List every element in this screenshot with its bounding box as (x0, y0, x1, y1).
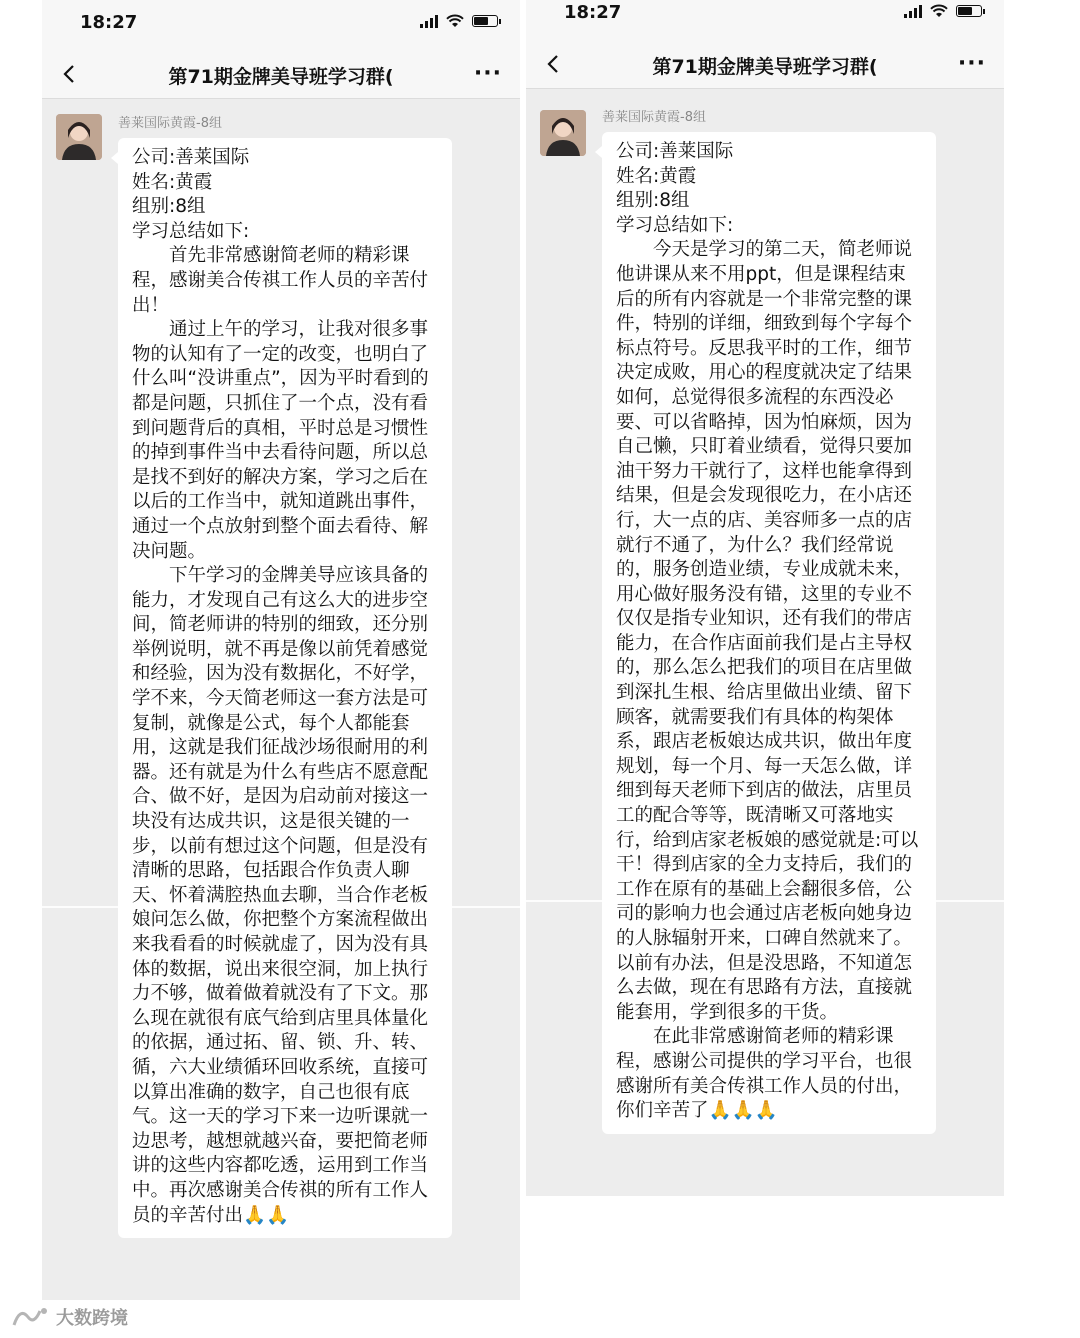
message-bubble[interactable] (602, 132, 936, 1134)
wifi-icon (446, 14, 464, 28)
avatar[interactable] (540, 110, 586, 156)
battery-icon (472, 15, 498, 27)
status-bar (526, 0, 1004, 42)
group-title: 第71期金牌美导班学习群( (168, 66, 394, 88)
watermark-logo-icon (10, 1305, 50, 1329)
chat-header (42, 52, 520, 99)
watermark (10, 1300, 128, 1334)
more-options-icon[interactable]: ··· (957, 51, 986, 76)
chat-header (526, 42, 1004, 89)
status-time: 18:27 (80, 12, 138, 33)
message-group: 组别:8组 (132, 196, 206, 218)
status-bar (42, 0, 520, 52)
screenshot-seam (526, 900, 1004, 902)
message-paragraph: 通过上午的学习，让我对很多事物的认知有了一定的改变，也明白了什么叫“没讲重点”，因为平时看到的都是问题，只抓住了一个点，没有看到问题背后的真相，平时总是习惯性的掉到事件当中去看待问题，所以总是找不到好的解决方案，学习之后在以后的工作当中，就知道跳出事件，通过一个点放射到整个面去看待、解决问题。 (132, 319, 429, 562)
message-summary-heading: 学习总结如下: (616, 214, 734, 236)
status-icons (420, 14, 498, 28)
message-company: 公司:善莱国际 (616, 141, 734, 162)
screenshot-seam (42, 906, 520, 908)
avatar[interactable] (56, 114, 102, 160)
chat-screen-right (526, 0, 1004, 1196)
watermark-text: 大数跨境 (56, 1308, 128, 1329)
signal-icon (904, 4, 922, 18)
message-summary-heading: 学习总结如下: (132, 220, 250, 242)
message-bubble[interactable] (118, 138, 452, 1238)
chat-screen-left (42, 0, 520, 1300)
status-icons (904, 4, 982, 18)
sender-name: 善莱国际黄霞-8组 (602, 110, 706, 125)
more-options-icon[interactable]: ··· (473, 61, 502, 86)
message-group: 组别:8组 (616, 190, 690, 212)
back-arrow-icon[interactable] (58, 62, 82, 86)
message-paragraph: 下午学习的金牌美导应该具备的能力，才发现自己有这么大的进步空间，简老师讲的特别的细致，还分别举例说明，就不再是像以前凭着感觉和经验，因为没有数据化，不好学，学不来，今天简老师这一套方法是可复制，就像是公式，每个人都能套用，这就是我们征战沙场很耐用的利器。还有就是为什么有些店不愿意配合、做不好，是因为启动前对接这一块没有达成共识，这是很关键的一步，以前有想过这个问题，但是没有清晰的思路，包括跟合作负责人聊天、怀着满腔热血去聊，当合作老板娘问怎么做，你把整个方案流程做出来我看看的时候就虚了，因为没有具体的数据，说出来很空洞，加上执行力不够，做着做着就没有了下文。那么现在就很有底气给到店里具体量化的依据，通过拓、留、锁、升、转、循，六大业绩循环回收系统，直接可以算出准确的数字，自己也很有底气。这一天的学习下来一边听课就一边思考，越想就越兴奋，要把简老师讲的这些内容都吃透，运用到工作当中。再次感谢美合传祺的所有工作人员的辛苦付出🙏🙏 (132, 565, 429, 1226)
message-paragraph: 首先非常感谢简老师的精彩课程，感谢美合传祺工作人员的辛苦付出！ (132, 245, 429, 316)
sender-name: 善莱国际黄霞-8组 (118, 116, 222, 131)
group-title: 第71期金牌美导班学习群( (652, 56, 878, 78)
signal-icon (420, 14, 438, 28)
status-time: 18:27 (564, 2, 622, 23)
wifi-icon (930, 4, 948, 18)
message-company: 公司:善莱国际 (132, 147, 250, 168)
message-name: 姓名:黄霞 (132, 171, 213, 193)
battery-icon (956, 5, 982, 17)
back-arrow-icon[interactable] (542, 52, 566, 76)
message-paragraph: 今天是学习的第二天，简老师说他讲课从来不用ppt，但是课程结束后的所有内容就是一个非常完整的课件，特别的详细，细致到每个字每个标点符号。反思我平时的工作，细节决定成败，用心的程度就决定了结果如何，总觉得很多流程的东西没必要、可以省略掉，因为怕麻烦，因为自己懒，只盯着业绩看，觉得只要加油干努力干就行了，这样也能拿得到结果，但是会发现很吃力，在小店还行，大一点的店、美容师多一点的店就行不通了，为什么？我们经常说的，服务创造业绩，专业成就未来，用心做好服务没有错，这里的专业不仅仅是指专业知识，还有我们的带店能力，在合作店面前我们是占主导权的，那么怎么把我们的项目在店里做到深扎生根、给店里做出业绩、留下顾客，就需要我们有具体的构架体系，跟店老板娘达成共识，做出年度规划，每一个月、每一天怎么做，详细到每天老师下到店的做法，店里员工的配合等等，既清晰又可落地实行，给到店家老板娘的感觉就是:可以干！得到店家的全力支持后，我们的工作在原有的基础上会翻很多倍，公司的影响力也会通过店老板向她身边的人脉辐射开来，口碑自然就来了。以前有办法，但是没思路，不知道怎么去做，现在有思路有方法，直接就能套用，学到很多的干货。 (616, 239, 919, 1023)
message-name: 姓名:黄霞 (616, 165, 697, 187)
message-paragraph: 在此非常感谢简老师的精彩课程，感谢公司提供的学习平台，也很感谢所有美合传祺工作人员的付出，你们辛苦了🙏🙏🙏 (616, 1026, 913, 1122)
